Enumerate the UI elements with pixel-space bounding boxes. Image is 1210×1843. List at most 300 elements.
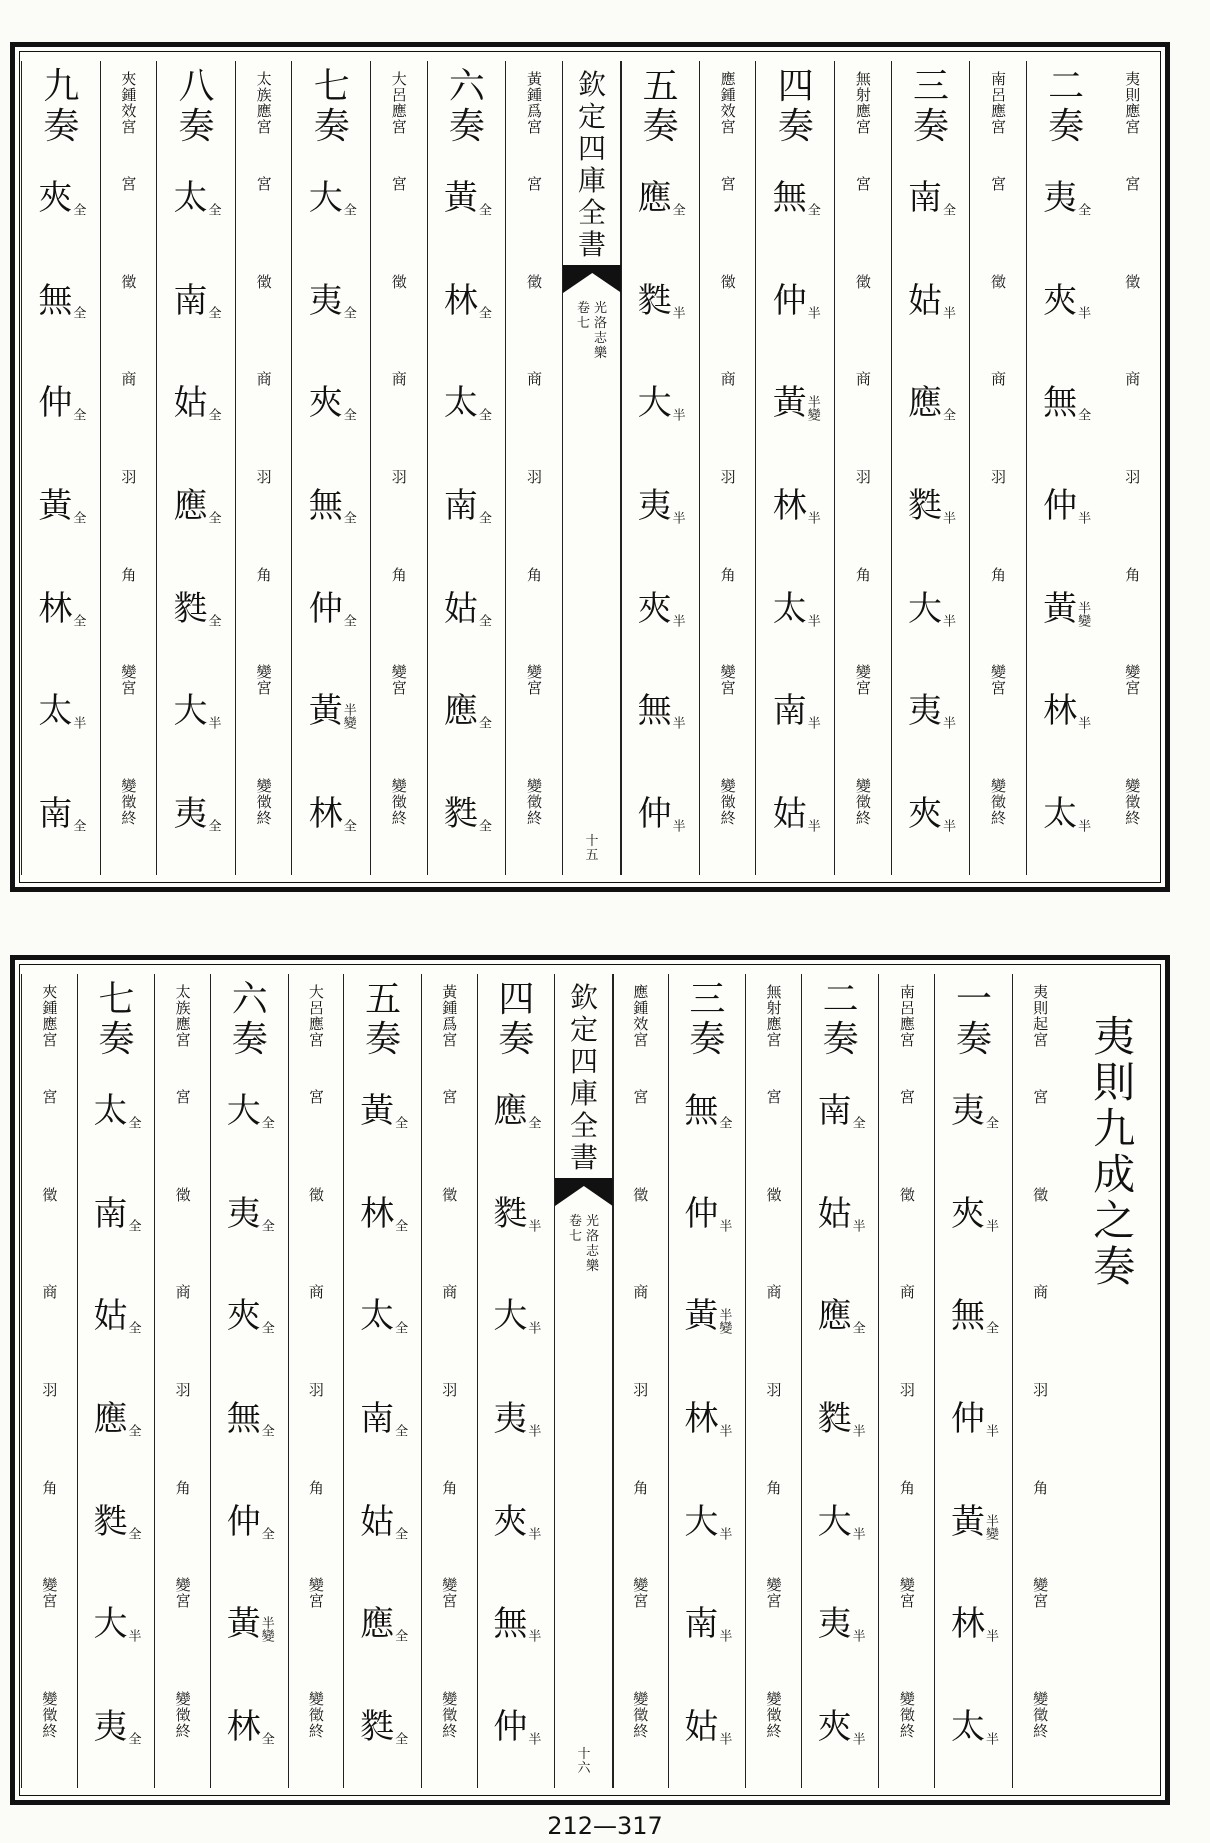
pitch-name: 應 bbox=[443, 691, 478, 732]
scale-degree: 角 bbox=[720, 565, 736, 584]
pitch-marker: 全 bbox=[340, 613, 356, 627]
pitch-marker: 全 bbox=[125, 1731, 141, 1745]
pitch-note bbox=[93, 1296, 141, 1337]
chapter-label: 光洛志樂 bbox=[593, 301, 607, 361]
pitch-name: 黃 bbox=[360, 1091, 395, 1132]
scale-degree: 羽 bbox=[899, 1380, 915, 1399]
pitch-name: 林 bbox=[443, 280, 478, 321]
pitch-marker: 全 bbox=[70, 305, 86, 319]
scale-degree: 宮 bbox=[855, 174, 871, 193]
pitch-name: 大 bbox=[907, 588, 942, 629]
mode-annotation-column bbox=[505, 61, 562, 875]
pitch-note bbox=[637, 588, 685, 629]
pitch-note bbox=[1043, 588, 1091, 629]
scale-degree-list bbox=[970, 135, 1026, 875]
scale-degree: 變徵終 bbox=[766, 1690, 782, 1741]
pitch-name: 大 bbox=[637, 383, 672, 424]
scale-degree-list bbox=[506, 135, 562, 875]
scale-degree-list bbox=[835, 135, 891, 875]
pitch-marker: 半 bbox=[1075, 510, 1091, 524]
scale-degree: 徵 bbox=[256, 272, 272, 291]
pitch-name: 太 bbox=[360, 1296, 395, 1337]
pitch-note bbox=[637, 691, 685, 732]
pitch-marker: 全 bbox=[125, 1321, 141, 1335]
pitch-marker: 全 bbox=[392, 1423, 408, 1437]
scale-degree: 宮 bbox=[442, 1087, 458, 1106]
pitch-note bbox=[772, 691, 820, 732]
mode-annotation-column bbox=[1105, 61, 1161, 875]
pitch-name: 無 bbox=[493, 1604, 528, 1645]
scale-degree: 商 bbox=[991, 370, 1007, 389]
mode-annotation-column bbox=[1012, 974, 1069, 1788]
mode-label: 夷則起宮 bbox=[1033, 983, 1049, 1049]
pitch-name: 太 bbox=[772, 588, 807, 629]
pitch-name: 仲 bbox=[637, 793, 672, 834]
scale-degree: 徵 bbox=[766, 1185, 782, 1204]
scale-degree: 宮 bbox=[633, 1087, 649, 1106]
pitch-note bbox=[443, 280, 491, 321]
note-sequence bbox=[892, 147, 971, 875]
pitch-name: 姑 bbox=[443, 588, 478, 629]
pitch-note bbox=[360, 1091, 408, 1132]
pitch-marker: 半 bbox=[125, 1629, 141, 1643]
pitch-note bbox=[360, 1604, 408, 1645]
pitch-note bbox=[308, 691, 356, 732]
scale-degree-list bbox=[879, 1048, 935, 1788]
pitch-note bbox=[360, 1193, 408, 1234]
verse-heading bbox=[98, 980, 134, 1060]
verse-column bbox=[620, 61, 700, 875]
pitch-name: 夾 bbox=[1043, 280, 1078, 321]
verse-column bbox=[477, 974, 556, 1788]
scale-degree-list bbox=[746, 1048, 802, 1788]
pitch-note bbox=[1043, 383, 1091, 424]
pitch-note bbox=[38, 178, 86, 219]
scale-degree-list bbox=[155, 1048, 211, 1788]
pitch-note bbox=[226, 1193, 274, 1234]
scale-degree: 商 bbox=[1033, 1283, 1049, 1302]
pitch-marker: 全 bbox=[340, 408, 356, 422]
pitch-marker: 半 bbox=[525, 1423, 541, 1437]
verse-heading-char: 一 bbox=[955, 979, 992, 1020]
scale-degree: 商 bbox=[720, 370, 736, 389]
scale-degree: 變宮 bbox=[391, 663, 407, 698]
pitch-note bbox=[360, 1296, 408, 1337]
scale-degree: 宮 bbox=[1125, 174, 1141, 193]
note-sequence bbox=[78, 1060, 156, 1788]
pitch-name: 林 bbox=[226, 1706, 261, 1747]
pitch-note bbox=[226, 1398, 274, 1439]
pitch-note bbox=[950, 1604, 998, 1645]
pitch-note bbox=[772, 178, 820, 219]
pitch-note bbox=[817, 1398, 865, 1439]
note-sequence bbox=[344, 1060, 422, 1788]
pitch-name: 黃 bbox=[308, 691, 343, 732]
verse-heading-char: 三 bbox=[912, 66, 949, 107]
pitch-marker: 半 bbox=[525, 1218, 541, 1232]
pitch-marker: 全 bbox=[1075, 203, 1091, 217]
pitch-note bbox=[308, 383, 356, 424]
pitch-note bbox=[907, 588, 955, 629]
verse-heading-char: 奏 bbox=[912, 106, 949, 147]
pitch-marker: 半變 bbox=[1075, 600, 1091, 627]
scale-degree: 變宮 bbox=[899, 1576, 915, 1611]
verse-column bbox=[343, 974, 422, 1788]
scale-degree: 變徵終 bbox=[175, 1690, 191, 1741]
fish-tail-mark-icon bbox=[563, 265, 622, 293]
scale-degree: 宮 bbox=[766, 1087, 782, 1106]
mode-annotation-column bbox=[745, 974, 802, 1788]
scale-degree: 變徵終 bbox=[633, 1690, 649, 1741]
pitch-note bbox=[93, 1706, 141, 1747]
scale-degree-list bbox=[101, 135, 157, 875]
pitch-name: 夷 bbox=[1043, 178, 1078, 219]
scale-degree: 徵 bbox=[1125, 272, 1141, 291]
pitch-note bbox=[173, 280, 221, 321]
scale-degree: 角 bbox=[256, 565, 272, 584]
pitch-name: 黃 bbox=[684, 1296, 719, 1337]
pitch-name: 㽔 bbox=[637, 280, 672, 321]
mode-label: 夾鍾效宮 bbox=[121, 70, 137, 136]
mode-annotation-column bbox=[421, 974, 478, 1788]
pitch-marker: 半 bbox=[939, 305, 955, 319]
pitch-name: 林 bbox=[38, 588, 73, 629]
pitch-marker: 半變 bbox=[982, 1513, 998, 1540]
scale-degree-list bbox=[700, 135, 756, 875]
pitch-name: 黃 bbox=[950, 1501, 985, 1542]
scale-degree: 變徵終 bbox=[256, 777, 272, 828]
pitch-marker: 全 bbox=[258, 1423, 274, 1437]
scale-degree: 變宮 bbox=[1125, 663, 1141, 698]
verse-heading-char: 六 bbox=[231, 979, 268, 1020]
pitch-marker: 半 bbox=[982, 1423, 998, 1437]
pitch-name: 仲 bbox=[950, 1398, 985, 1439]
scale-degree: 徵 bbox=[526, 272, 542, 291]
scale-degree: 宮 bbox=[526, 174, 542, 193]
pitch-name: 太 bbox=[443, 383, 478, 424]
pitch-name: 大 bbox=[817, 1501, 852, 1542]
verse-heading bbox=[913, 67, 949, 147]
scale-degree: 角 bbox=[442, 1478, 458, 1497]
scale-degree: 徵 bbox=[442, 1185, 458, 1204]
pitch-name: 應 bbox=[93, 1398, 128, 1439]
mode-label: 無射應宮 bbox=[766, 983, 782, 1049]
verse-heading-char: 奏 bbox=[642, 106, 679, 147]
scale-degree: 變徵終 bbox=[720, 777, 736, 828]
scale-degree: 角 bbox=[175, 1478, 191, 1497]
scale-degree: 角 bbox=[526, 565, 542, 584]
mode-annotation-column bbox=[370, 61, 427, 875]
mode-label: 黃鍾爲宮 bbox=[526, 70, 542, 136]
scale-degree: 羽 bbox=[720, 467, 736, 486]
pitch-name: 夾 bbox=[817, 1706, 852, 1747]
mode-annotation-column bbox=[834, 61, 891, 875]
pitch-marker: 半 bbox=[669, 510, 685, 524]
pitch-name: 仲 bbox=[772, 280, 807, 321]
verse-heading bbox=[823, 980, 859, 1060]
pitch-note bbox=[817, 1296, 865, 1337]
scale-degree: 變宮 bbox=[766, 1576, 782, 1611]
pitch-marker: 全 bbox=[125, 1526, 141, 1540]
pitch-note bbox=[443, 485, 491, 526]
mode-annotation-column bbox=[100, 61, 157, 875]
scale-degree: 變宮 bbox=[175, 1576, 191, 1611]
pitch-name: 夷 bbox=[493, 1398, 528, 1439]
pitch-note bbox=[907, 383, 955, 424]
pitch-marker: 半 bbox=[982, 1218, 998, 1232]
pitch-marker: 半 bbox=[669, 305, 685, 319]
verse-column bbox=[427, 61, 507, 875]
pitch-note bbox=[684, 1398, 732, 1439]
scale-degree: 徵 bbox=[42, 1185, 58, 1204]
scale-degree: 變徵終 bbox=[1125, 777, 1141, 828]
pitch-name: 無 bbox=[772, 178, 807, 219]
pitch-marker: 全 bbox=[70, 613, 86, 627]
scale-degree: 宮 bbox=[391, 174, 407, 193]
scale-degree: 變宮 bbox=[720, 663, 736, 698]
pitch-name: 無 bbox=[950, 1296, 985, 1337]
scale-degree: 徵 bbox=[1033, 1185, 1049, 1204]
pitch-note bbox=[950, 1091, 998, 1132]
pitch-marker: 半 bbox=[849, 1731, 865, 1745]
pitch-note bbox=[772, 280, 820, 321]
pitch-marker: 半 bbox=[716, 1526, 732, 1540]
pitch-name: 夾 bbox=[308, 383, 343, 424]
scale-degree: 變宮 bbox=[42, 1576, 58, 1611]
scale-degree: 羽 bbox=[633, 1380, 649, 1399]
verse-column bbox=[891, 61, 971, 875]
verse-column bbox=[21, 61, 101, 875]
pitch-marker: 全 bbox=[258, 1731, 274, 1745]
pitch-name: 夾 bbox=[226, 1296, 261, 1337]
pitch-marker: 全 bbox=[125, 1423, 141, 1437]
pitch-name: 㽔 bbox=[443, 793, 478, 834]
pitch-note bbox=[817, 1193, 865, 1234]
verse-heading-char: 四 bbox=[498, 979, 535, 1020]
pitch-marker: 全 bbox=[939, 203, 955, 217]
volume-label: 卷七 bbox=[576, 301, 590, 331]
book-title: 欽定四庫全書 bbox=[577, 68, 606, 261]
pitch-note bbox=[38, 793, 86, 834]
scale-degree: 變徵終 bbox=[308, 1690, 324, 1741]
pitch-name: 南 bbox=[173, 280, 208, 321]
pitch-note bbox=[1043, 485, 1091, 526]
scale-degree: 商 bbox=[766, 1283, 782, 1302]
verse-heading-char: 二 bbox=[822, 979, 859, 1020]
mode-annotation-column bbox=[699, 61, 756, 875]
pitch-marker: 全 bbox=[205, 613, 221, 627]
verse-heading-char: 奏 bbox=[365, 1019, 402, 1060]
scale-degree: 徵 bbox=[991, 272, 1007, 291]
pitch-note bbox=[93, 1604, 141, 1645]
top-page-panel bbox=[10, 42, 1170, 892]
verse-heading-char: 三 bbox=[689, 979, 726, 1020]
pitch-name: 夷 bbox=[817, 1604, 852, 1645]
pitch-note bbox=[684, 1193, 732, 1234]
pitch-note bbox=[772, 793, 820, 834]
pitch-name: 太 bbox=[950, 1706, 985, 1747]
pitch-note bbox=[1043, 280, 1091, 321]
mode-label: 太族應宮 bbox=[175, 983, 191, 1049]
verse-heading bbox=[643, 67, 679, 147]
pitch-marker: 半 bbox=[804, 510, 820, 524]
pitch-note bbox=[907, 178, 955, 219]
pitch-marker: 半 bbox=[849, 1218, 865, 1232]
pitch-note bbox=[443, 178, 491, 219]
pitch-marker: 全 bbox=[849, 1116, 865, 1130]
pitch-name: 南 bbox=[38, 793, 73, 834]
scale-degree: 角 bbox=[899, 1478, 915, 1497]
pitch-note bbox=[817, 1091, 865, 1132]
pitch-note bbox=[38, 485, 86, 526]
mode-annotation-column bbox=[612, 974, 669, 1788]
pitch-marker: 全 bbox=[70, 510, 86, 524]
pitch-marker: 全 bbox=[392, 1731, 408, 1745]
scale-degree: 變宮 bbox=[633, 1576, 649, 1611]
pitch-marker: 全 bbox=[205, 818, 221, 832]
pitch-note bbox=[226, 1091, 274, 1132]
pitch-note bbox=[93, 1091, 141, 1132]
pitch-note bbox=[493, 1501, 541, 1542]
pitch-note bbox=[637, 383, 685, 424]
pitch-marker: 全 bbox=[475, 408, 491, 422]
pitch-marker: 半 bbox=[716, 1731, 732, 1745]
verse-heading bbox=[498, 980, 534, 1060]
verse-heading-char: 五 bbox=[642, 66, 679, 107]
pitch-name: 太 bbox=[173, 178, 208, 219]
pitch-note bbox=[360, 1706, 408, 1747]
scale-degree: 羽 bbox=[766, 1380, 782, 1399]
pitch-marker: 半 bbox=[982, 1629, 998, 1643]
pitch-marker: 全 bbox=[205, 408, 221, 422]
pitch-marker: 半 bbox=[716, 1218, 732, 1232]
scale-degree: 宮 bbox=[991, 174, 1007, 193]
pitch-marker: 全 bbox=[475, 613, 491, 627]
pitch-marker: 半 bbox=[1075, 818, 1091, 832]
pitch-name: 夷 bbox=[173, 793, 208, 834]
pitch-marker: 全 bbox=[340, 203, 356, 217]
pitch-name: 南 bbox=[907, 178, 942, 219]
pitch-name: 無 bbox=[38, 280, 73, 321]
verse-heading-char: 二 bbox=[1048, 66, 1085, 107]
pitch-marker: 全 bbox=[939, 408, 955, 422]
pitch-name: 仲 bbox=[1043, 485, 1078, 526]
pitch-marker: 半 bbox=[70, 716, 86, 730]
note-sequence bbox=[211, 1060, 289, 1788]
pitch-marker: 半 bbox=[525, 1629, 541, 1643]
pitch-note bbox=[443, 691, 491, 732]
scale-degree: 宮 bbox=[1033, 1087, 1049, 1106]
scale-degree: 商 bbox=[899, 1283, 915, 1302]
mode-annotation-column bbox=[235, 61, 292, 875]
pitch-note bbox=[173, 178, 221, 219]
pitch-name: 林 bbox=[772, 485, 807, 526]
verse-heading bbox=[232, 980, 268, 1060]
pitch-name: 仲 bbox=[38, 383, 73, 424]
pitch-marker: 全 bbox=[340, 305, 356, 319]
pitch-name: 大 bbox=[684, 1501, 719, 1542]
pitch-name: 仲 bbox=[308, 588, 343, 629]
pitch-marker: 半 bbox=[939, 510, 955, 524]
pitch-note bbox=[308, 588, 356, 629]
pitch-marker: 全 bbox=[849, 1321, 865, 1335]
scale-degree: 徵 bbox=[899, 1185, 915, 1204]
pitch-note bbox=[772, 485, 820, 526]
scale-degree: 變徵終 bbox=[526, 777, 542, 828]
pitch-marker: 全 bbox=[205, 510, 221, 524]
pitch-note bbox=[173, 383, 221, 424]
page-number: 十五 bbox=[585, 834, 599, 863]
pitch-marker: 半 bbox=[525, 1731, 541, 1745]
pitch-name: 南 bbox=[817, 1091, 852, 1132]
pitch-marker: 半 bbox=[525, 1321, 541, 1335]
pitch-marker: 半 bbox=[849, 1423, 865, 1437]
book-spine-column bbox=[554, 974, 614, 1788]
scale-degree: 角 bbox=[1033, 1478, 1049, 1497]
pitch-marker: 全 bbox=[205, 203, 221, 217]
pitch-name: 大 bbox=[308, 178, 343, 219]
mode-label: 無射應宮 bbox=[855, 70, 871, 136]
bottom-page-panel bbox=[10, 955, 1170, 1805]
scale-degree: 變宮 bbox=[991, 663, 1007, 698]
pitch-note bbox=[1043, 178, 1091, 219]
pitch-note bbox=[38, 383, 86, 424]
pitch-marker: 全 bbox=[340, 818, 356, 832]
verse-heading-char: 六 bbox=[448, 66, 485, 107]
pitch-name: 仲 bbox=[493, 1706, 528, 1747]
pitch-name: 夾 bbox=[637, 588, 672, 629]
pitch-note bbox=[493, 1091, 541, 1132]
note-sequence bbox=[756, 147, 835, 875]
pitch-marker: 全 bbox=[258, 1116, 274, 1130]
verse-heading-char: 九 bbox=[43, 66, 80, 107]
scale-degree: 角 bbox=[42, 1478, 58, 1497]
volume-label: 卷七 bbox=[569, 1214, 583, 1244]
mode-label: 太族應宮 bbox=[256, 70, 272, 136]
mode-annotation-column bbox=[21, 974, 78, 1788]
pitch-marker: 全 bbox=[475, 716, 491, 730]
scale-degree: 徵 bbox=[720, 272, 736, 291]
pitch-marker: 全 bbox=[525, 1116, 541, 1130]
pitch-marker: 半 bbox=[669, 613, 685, 627]
pitch-marker: 半 bbox=[804, 305, 820, 319]
pitch-marker: 全 bbox=[669, 203, 685, 217]
mode-label: 應鍾效宮 bbox=[633, 983, 649, 1049]
scale-degree: 變徵終 bbox=[391, 777, 407, 828]
pitch-note bbox=[443, 588, 491, 629]
note-sequence bbox=[292, 147, 371, 875]
pitch-note bbox=[493, 1398, 541, 1439]
book-spine-column bbox=[562, 61, 623, 875]
pitch-marker: 半 bbox=[669, 818, 685, 832]
pitch-note bbox=[226, 1706, 274, 1747]
pitch-name: 黃 bbox=[772, 383, 807, 424]
pitch-note bbox=[772, 588, 820, 629]
pitch-name: 夷 bbox=[308, 280, 343, 321]
pitch-note bbox=[950, 1501, 998, 1542]
pitch-name: 夷 bbox=[637, 485, 672, 526]
scale-degree: 商 bbox=[308, 1283, 324, 1302]
verse-heading bbox=[314, 67, 350, 147]
scale-degree: 變徵終 bbox=[899, 1690, 915, 1741]
pitch-note bbox=[443, 793, 491, 834]
verse-heading-char: 七 bbox=[313, 66, 350, 107]
pitch-name: 林 bbox=[1043, 691, 1078, 732]
pitch-marker: 半 bbox=[716, 1629, 732, 1643]
pitch-note bbox=[684, 1604, 732, 1645]
verse-column bbox=[156, 61, 236, 875]
mode-label: 黃鍾爲宮 bbox=[442, 983, 458, 1049]
